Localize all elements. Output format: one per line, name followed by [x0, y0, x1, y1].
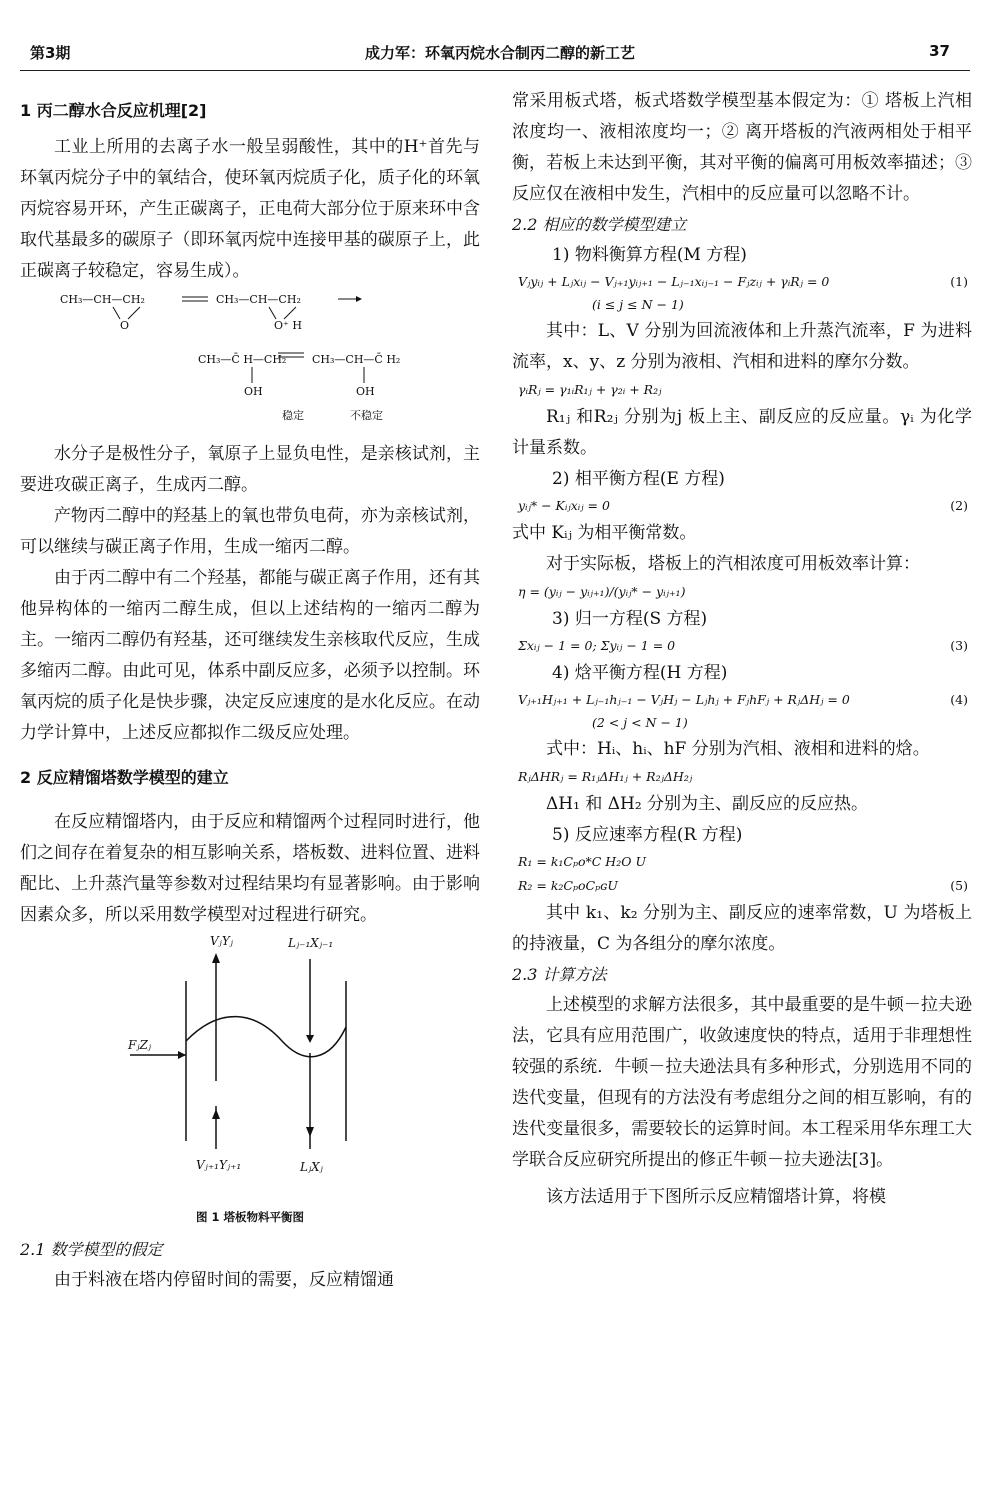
svg-text:O⁺ H: O⁺ H — [274, 319, 302, 332]
svg-text:OH: OH — [356, 385, 375, 398]
paragraph: 上述模型的求解方法很多，其中最重要的是牛顿－拉夫逊法，它具有应用范围广，收敛速度快的特点，适用于非理想性较强的系统．牛顿－拉夫逊法具有多种形式，分别选用不同的迭代变量，但现有的方法没有考虑组分之间的相互影响，有的迭代变量很多，需要较长的运算时间。本工程采用华东理工大学联合反应研究所提出的修正牛顿－拉夫逊法[3]。 — [512, 995, 972, 1170]
issue-number: 第3期 — [30, 44, 71, 62]
label-vapor-in: Vⱼ₊₁Yⱼ₊₁ — [196, 1158, 242, 1172]
header-rule — [20, 70, 970, 71]
svg-text:CH₃—CH—C̄ H₂: CH₃—CH—C̄ H₂ — [312, 353, 401, 366]
equation-4-condition: (2 < j < N − 1) — [592, 715, 688, 730]
paragraph: 工业上所用的去离子水一般呈弱酸性，其中的H⁺首先与环氧丙烷分子中的氧结合，使环氧丙烷质子化，质子化的环氧丙烷容易开环，产生正碳离子，正电荷大部分位于原来环中含取代基最多的碳原子（即环氧丙烷中连接甲基的碳原子上，此正碳离子较稳定，容易生成）。 — [20, 137, 480, 281]
paragraph: 该方法适用于下图所示反应精馏塔计算，将模 — [546, 1187, 886, 1207]
section-2-title: 2 反应精馏塔数学模型的建立 — [20, 768, 229, 787]
model-item: 5) 反应速率方程(R 方程) — [552, 825, 743, 845]
model-item: 2) 相平衡方程(E 方程) — [552, 469, 725, 489]
equation-3: Σxᵢⱼ − 1 = 0; Σyᵢⱼ − 1 = 0 (3) — [518, 638, 968, 653]
equation-5b: R₂ = k₂CₚoCₚɢU (5) — [518, 878, 968, 893]
left-column — [20, 86, 480, 1296]
model-item: 1) 物料衡算方程(M 方程) — [552, 245, 747, 265]
paragraph: 其中 k₁、k₂ 分别为主、副反应的速率常数，U 为塔板上的持液量，C 为各组分的摩尔浓度。 — [512, 903, 972, 954]
paragraph: 产物丙二醇中的羟基上的氧也带负电荷，亦为亲核试剂，可以继续与碳正离子作用，生成一缩丙二醇。 — [20, 506, 480, 557]
svg-text:CH₃—C̄ H—CH₂: CH₃—C̄ H—CH₂ — [198, 353, 287, 366]
section-1-title: 1 丙二醇水合反应机理[2] — [20, 101, 207, 120]
model-item: 3) 归一方程(S 方程) — [552, 609, 708, 629]
paragraph: 在反应精馏塔内，由于反应和精馏两个过程同时进行，他们之间存在着复杂的相互影响关系，塔板数、进料位置、进料配比、上升蒸汽量等参数对过程结果均有显著影响。由于影响因素众多，所以采用数学模型对过程进行研究。 — [20, 812, 480, 925]
label-vapor-out: VⱼYⱼ — [210, 934, 233, 948]
tray-balance-figure — [20, 931, 480, 1201]
label-unstable: 不稳定 — [350, 409, 383, 422]
paragraph: 水分子是极性分子，氧原子上显负电性，是亲核试剂，主要进攻碳正离子，生成丙二醇。 — [20, 444, 480, 495]
equation-1: Vⱼyᵢⱼ + Lⱼxᵢⱼ − Vⱼ₊₁yᵢⱼ₊₁ − Lⱼ₋₁xᵢⱼ₋₁ − Fⱼzᵢⱼ + γᵢRⱼ = 0 (1) — [518, 274, 968, 289]
paragraph: 由于料液在塔内停留时间的需要，反应精馏通 — [54, 1270, 394, 1290]
label-stable: 稳定 — [282, 409, 304, 422]
equation-reaction: γᵢRⱼ = γ₁ᵢR₁ⱼ + γ₂ᵢ + R₂ⱼ — [518, 382, 662, 397]
right-column — [512, 86, 972, 1213]
paragraph: 对于实际板，塔板上的汽相浓度可用板效率计算： — [546, 554, 920, 574]
section-2-1-title: 2.1 数学模型的假定 — [20, 1240, 163, 1259]
svg-text:O: O — [120, 319, 130, 332]
reaction-scheme — [20, 287, 480, 435]
label-liquid-in: Lⱼ₋₁Xⱼ₋₁ — [288, 936, 334, 950]
svg-text:CH₃—CH—CH₂: CH₃—CH—CH₂ — [60, 293, 145, 306]
label-feed: FⱼZⱼ — [128, 1038, 152, 1052]
equation-4: Vⱼ₊₁Hⱼ₊₁ + Lⱼ₋₁hⱼ₋₁ − VⱼHⱼ − Lⱼhⱼ + FⱼhFⱼ + RⱼΔHⱼ = 0 (4) — [518, 692, 968, 707]
paragraph: 由于丙二醇中有二个羟基，都能与碳正离子作用，还有其他异构体的一缩丙二醇生成，但以上述结构的一缩丙二醇为主。一缩丙二醇仍有羟基，还可继续发生亲核取代反应，生成多缩丙二醇。由此可见，体系中副反应多，必须予以控制。环氧丙烷的质子化是快步骤，决定反应速度的是水化反应。在动力学计算中，上述反应都拟作二级反应处理。 — [20, 568, 480, 743]
svg-text:CH₃—CH—CH₂: CH₃—CH—CH₂ — [216, 293, 301, 306]
section-2-2-title: 2.2 相应的数学模型建立 — [512, 215, 687, 234]
equation-efficiency: η = (yᵢⱼ − yᵢⱼ₊₁)/(yᵢⱼ* − yᵢⱼ₊₁) — [518, 584, 686, 599]
figure-caption: 图 1 塔板物料平衡图 — [195, 1210, 304, 1224]
paragraph: 其中：L、V 分别为回流液体和上升蒸汽流率，F 为进料流率，x、y、z 分别为液相、汽相和进料的摩尔分数。 — [512, 321, 972, 372]
label-liquid-out: LⱼXⱼ — [300, 1160, 323, 1174]
section-2-3-title: 2.3 计算方法 — [512, 965, 607, 984]
equation-2: yᵢⱼ* − Kᵢⱼxᵢⱼ = 0 (2) — [518, 498, 968, 513]
paragraph: ΔH₁ 和 ΔH₂ 分别为主、副反应的反应热。 — [546, 794, 869, 814]
paragraph: R₁ⱼ 和R₂ⱼ 分别为j 板上主、副反应的反应量。γᵢ 为化学计量系数。 — [512, 407, 972, 458]
equation-enthalpy: RⱼΔHRⱼ = R₁ⱼΔH₁ⱼ + R₂ⱼΔH₂ⱼ — [518, 769, 693, 784]
running-title: 成力军：环氧丙烷水合制丙二醇的新工艺 — [364, 44, 635, 62]
page-header — [20, 38, 980, 66]
equation-5a: R₁ = k₁Cₚo*C H₂O U — [518, 854, 646, 869]
model-item: 4) 焓平衡方程(H 方程) — [552, 663, 728, 683]
paragraph: 式中 Kᵢⱼ 为相平衡常数。 — [512, 523, 697, 543]
paragraph: 式中：Hᵢ、hᵢ、hF 分别为汽相、液相和进料的焓。 — [546, 739, 930, 759]
paragraph: 常采用板式塔，板式塔数学模型基本假定为：① 塔板上汽相浓度均一、液相浓度均一；② 离开塔板的汽液两相处于相平衡，若板上未达到平衡，其对平衡的偏离可用板效率描述；③ 反应仅在液相中发生，汽相中的反应量可以忽略不计。 — [512, 91, 972, 204]
page-number: 37 — [929, 42, 950, 60]
svg-text:OH: OH — [244, 385, 263, 398]
equation-1-condition: (i ≤ j ≤ N − 1) — [592, 297, 684, 312]
